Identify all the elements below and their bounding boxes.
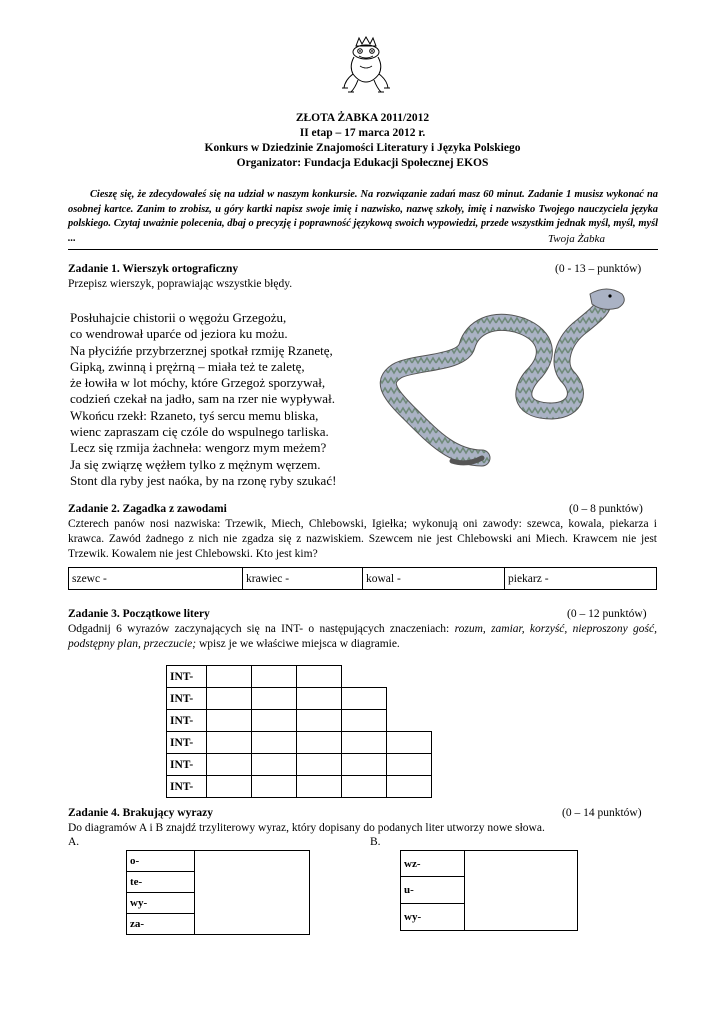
divider [68, 249, 658, 250]
grid-prefix: INT- [167, 732, 207, 754]
grid-cell[interactable] [297, 776, 342, 798]
diagram-a-prefix: o- [127, 851, 195, 872]
task3-text [68, 622, 657, 652]
poem-line: Wkońcu rzekł: Rzaneto, tyś sercu memu bliska, [70, 407, 319, 423]
grid-cell[interactable] [207, 688, 252, 710]
task2-title: Zadanie 2. Zagadka z zawodami [68, 503, 227, 515]
diagram-a-prefix: wy- [127, 893, 195, 914]
poem-line: wienc zapraszam cię czóle do wspulnego tarliska. [70, 424, 329, 440]
grid-cell[interactable] [252, 754, 297, 776]
poem-line: Lecz się rzmija żachneła: wengorz mym meżem? [70, 440, 327, 456]
poem [70, 310, 336, 489]
grid-cell[interactable] [342, 688, 387, 710]
diagram-a-answer[interactable] [195, 851, 310, 935]
grid-cell[interactable] [252, 710, 297, 732]
grid-cell[interactable] [207, 710, 252, 732]
answer-cell[interactable]: szewc - [69, 568, 243, 590]
poem-line: codzień czekał na jadło, sam na rzer nie wypływał. [70, 391, 335, 407]
task4-title: Zadanie 4. Brakujący wyrazy [68, 807, 214, 819]
grid-cell[interactable] [387, 754, 432, 776]
diagram-a [126, 850, 310, 935]
stage-date: II etap – 17 marca 2012 r. [299, 127, 426, 139]
task3-text-plain: Odgadnij 6 wyrazów zaczynających się na INT- o następujących znaczeniach: [68, 623, 455, 635]
grid-prefix: INT- [167, 688, 207, 710]
grid-cell[interactable] [252, 688, 297, 710]
answer-cell[interactable]: krawiec - [243, 568, 363, 590]
grid-cell[interactable] [252, 666, 297, 688]
grid-prefix: INT- [167, 754, 207, 776]
snake-illustration [352, 286, 642, 476]
grid-cell[interactable] [207, 666, 252, 688]
grid-cell[interactable] [297, 710, 342, 732]
grid-cell[interactable] [297, 754, 342, 776]
grid-cell[interactable] [387, 776, 432, 798]
intro-text: Cieszę się, że zdecydowałeś się na udział w naszym konkursie. Na rozwiązanie zadań masz 60 minut. Zadanie 1 musisz wykonać na osobnej kartce. Zanim to zrobisz, u góry kartki napisz swoje imię i nazwisko, nazwę szkoły, imię i nazwisko Twojego nauczyciela języka polskiego. Czytaj uważnie polecenia, dbaj o precyzję i poprawność językową swoich wypowiedzi, przede wszystkim jednak myśl, myśl, myśl ... [68, 189, 658, 244]
poem-line: co wendrował uparće od jeziora ku możu. [70, 326, 288, 342]
frog-logo [338, 36, 394, 94]
diagram-a-label: A. [68, 836, 80, 848]
grid-cell[interactable] [342, 754, 387, 776]
diagram-b-label: B. [370, 836, 381, 848]
task1-instruction: Przepisz wierszyk, poprawiając wszystkie błędy. [68, 278, 293, 290]
task2-answer-table [68, 567, 657, 590]
grid-cell[interactable] [252, 776, 297, 798]
poem-line: Gipką, zwinną i prężrną – miała też te zaletę, [70, 358, 305, 374]
diagram-b-prefix: wy- [401, 904, 465, 931]
grid-prefix: INT- [167, 666, 207, 688]
diagram-b-prefix: wz- [401, 851, 465, 877]
task3-text-italic: rozum, zamiar, korzyść, nieproszony gość, podstępny plan, przeczucie; [68, 623, 657, 650]
task3-title: Zadanie 3. Początkowe litery [68, 608, 210, 620]
diagram-b-prefix: u- [401, 877, 465, 904]
grid-cell[interactable] [252, 732, 297, 754]
grid-prefix: INT- [167, 710, 207, 732]
grid-cell[interactable] [207, 754, 252, 776]
grid-cell[interactable] [387, 732, 432, 754]
task1-points: (0 - 13 – punktów) [555, 263, 642, 275]
poem-line: Posłuhajcie chistorii o węgożu Grzegożu, [70, 310, 287, 325]
grid-cell[interactable] [297, 666, 342, 688]
poem-line: Ja się zwiąrzę wężłem tylko z mężnym węrzem. [70, 456, 321, 472]
task2-text: Czterech panów nosi nazwiska: Trzewik, Miech, Chlebowski, Igiełka; wykonują oni zawody: szewca, kowala, piekarza i krawca. Zawód żadnego z nich nie zgadza się z nazwiskiem. Szewcem nie jest Chlebowski ani Miech. Krawcem nie jest Trzewik. Kowalem nie jest Chlebowski. Kto jest kim? [68, 518, 657, 560]
task4-text: Do diagramów A i B znajdź trzyliterowy wyraz, który dopisany do podanych liter utworzy nowe słowa. [68, 822, 545, 834]
answer-cell[interactable]: piekarz - [505, 568, 657, 590]
poem-line: Stont dla ryby jest naóka, by na rzonę ryby szukać! [70, 472, 337, 488]
grid-prefix: INT- [167, 776, 207, 798]
grid-cell[interactable] [342, 776, 387, 798]
diagram-b [400, 850, 578, 931]
poem-line: że łowiła w lot móchy, które Grzegoż sporzywał, [70, 375, 326, 391]
grid-cell[interactable] [207, 732, 252, 754]
task3-points: (0 – 12 punktów) [567, 608, 647, 620]
grid-cell[interactable] [207, 776, 252, 798]
poem-line: Na płyciźńe przybrzerznej spotkał rzmiję Rzanetę, [70, 342, 333, 358]
task1-title: Zadanie 1. Wierszyk ortograficzny [68, 263, 239, 275]
answer-cell[interactable]: kowal - [363, 568, 505, 590]
task3-text-end: wpisz je we właściwe miejsca w diagramie. [196, 638, 400, 650]
grid-cell[interactable] [342, 732, 387, 754]
int-diagram [166, 665, 432, 798]
diagram-a-prefix: za- [127, 914, 195, 935]
contest-subject: Konkurs w Dziedzinie Znajomości Literatury i Języka Polskiego [204, 142, 521, 154]
grid-cell[interactable] [297, 732, 342, 754]
diagram-a-prefix: te- [127, 872, 195, 893]
task2-points: (0 – 8 punktów) [569, 503, 643, 515]
grid-cell[interactable] [297, 688, 342, 710]
task4-points: (0 – 14 punktów) [562, 807, 642, 819]
organizer: Organizator: Fundacja Edukacji Społecznej EKOS [236, 157, 489, 169]
contest-title: ZŁOTA ŻABKA 2011/2012 [295, 112, 430, 124]
grid-cell[interactable] [342, 710, 387, 732]
signature: Twoja Żabka [548, 233, 605, 245]
diagram-b-answer[interactable] [465, 851, 578, 931]
